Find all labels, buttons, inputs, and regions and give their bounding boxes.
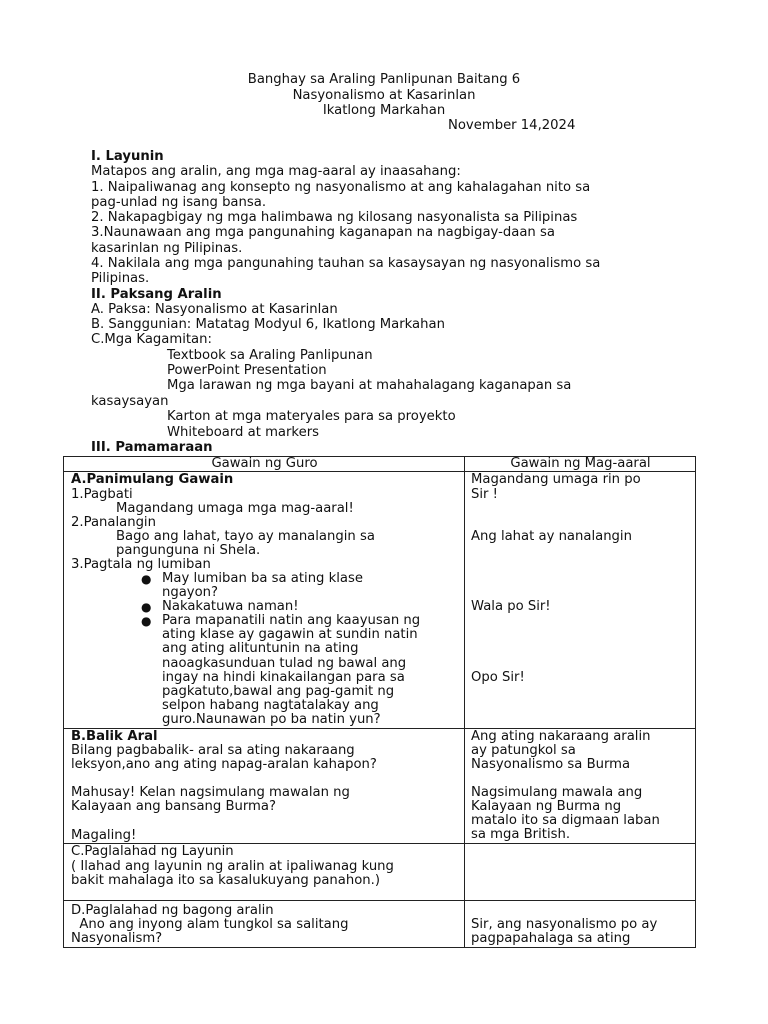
teacher-line: pagkatuto,bawal ang pag-gamit ng	[162, 684, 395, 699]
teacher-line: C.Paglalahad ng Layunin	[71, 844, 234, 859]
teacher-line: Bilang pagbabalik- aral sa ating nakaraang	[71, 743, 355, 758]
section-heading-layunin: I. Layunin	[91, 149, 164, 164]
teacher-line: 1.Pagbati	[71, 487, 133, 502]
student-line: Wala po Sir!	[471, 599, 551, 614]
teacher-line: Nakakatuwa naman!	[162, 599, 299, 614]
layunin-item: 4. Nakilala ang mga pangunahing tauhan sa kasaysayan ng nasyonalismo sa	[91, 256, 601, 271]
student-line: Nasyonalismo sa Burma	[471, 757, 631, 772]
student-line: Sir, ang nasyonalismo po ay	[471, 917, 658, 932]
student-line: matalo ito sa digmaan laban	[471, 813, 660, 828]
student-line: Sir !	[471, 487, 498, 502]
material-item: Karton at mga materyales para sa proyekto	[167, 409, 456, 424]
material-item: Textbook sa Araling Panlipunan	[167, 348, 373, 363]
teacher-line: 3.Pagtala ng lumiban	[71, 557, 211, 572]
teacher-line: D.Paglalahad ng bagong aralin	[71, 903, 274, 918]
teacher-cell-panimula	[64, 472, 465, 729]
row-heading-panimula: A.Panimulang Gawain	[71, 472, 234, 487]
student-line: Kalayaan ng Burma ng	[471, 799, 622, 814]
table-header-row	[64, 457, 696, 472]
teacher-line: Bago ang lahat, tayo ay manalangin sa	[116, 529, 375, 544]
section-heading-paksa: II. Paksang Aralin	[91, 287, 222, 302]
table-row	[64, 901, 696, 948]
teacher-line: Magaling!	[71, 828, 137, 843]
teacher-line: bakit mahalaga ito sa kasalukuyang panahon.)	[71, 873, 380, 888]
teacher-line: naoagkasunduan tulad ng bawal ang	[162, 656, 407, 671]
teacher-line: Kalayaan ang bansang Burma?	[71, 799, 276, 814]
teacher-line: ( Ilahad ang layunin ng aralin at ipaliwanag kung	[71, 859, 394, 874]
procedure-table	[63, 456, 696, 948]
teacher-line: Magandang umaga mga mag-aaral!	[116, 501, 354, 516]
row-heading-balik-aral: B.Balik Aral	[71, 729, 158, 744]
teacher-cell-balik-aral	[64, 729, 465, 844]
student-line: Ang ating nakaraang aralin	[471, 729, 651, 744]
table-row	[64, 472, 696, 729]
teacher-line: ngayon?	[162, 585, 219, 600]
teacher-line: pangunguna ni Shela.	[116, 543, 261, 558]
student-line: Opo Sir!	[471, 670, 525, 685]
layunin-item: 2. Nakapagbigay ng mga halimbawa ng kilosang nasyonalista sa Pilipinas	[91, 210, 578, 225]
document-date: November 14,2024	[448, 118, 576, 133]
teacher-cell-layunin	[64, 844, 465, 901]
paksa-reference: B. Sanggunian: Matatag Modyul 6, Ikatlong Markahan	[91, 317, 445, 332]
table-row	[64, 844, 696, 901]
student-cell-layunin	[465, 844, 696, 901]
teacher-line: Ano ang inyong alam tungkol sa salitang	[71, 917, 349, 932]
bullet-icon: ●	[141, 600, 152, 614]
student-line: Magandang umaga rin po	[471, 472, 641, 487]
teacher-line: Para mapanatili natin ang kaayusan ng	[162, 613, 421, 628]
bullet-icon: ●	[141, 614, 152, 628]
material-item: Whiteboard at markers	[167, 425, 319, 440]
teacher-line: guro.Naunawan po ba natin yun?	[162, 712, 381, 727]
layunin-item: 1. Naipaliwanag ang konsepto ng nasyonalismo at ang kahalagahan nito sa	[91, 180, 591, 195]
teacher-line: Mahusay! Kelan nagsimulang mawalan ng	[71, 785, 350, 800]
layunin-item: pag-unlad ng isang bansa.	[91, 195, 267, 210]
teacher-line: ating klase ay gagawin at sundin natin	[162, 627, 418, 642]
student-cell-bagong-aralin	[465, 901, 696, 948]
layunin-item: kasarinlan ng Pilipinas.	[91, 241, 243, 256]
layunin-item: 3.Naunawaan ang mga pangunahing kaganapan na nagbigay-daan sa	[91, 225, 555, 240]
teacher-line: Nasyonalism?	[71, 931, 163, 946]
teacher-line: ingay na hindi kinakailangan para sa	[162, 670, 405, 685]
student-line: pagpapahalaga sa ating	[471, 931, 631, 946]
column-header-teacher-label: Gawain ng Guro	[211, 456, 318, 471]
bullet-icon: ●	[141, 572, 152, 586]
material-item: PowerPoint Presentation	[167, 363, 327, 378]
student-line: Ang lahat ay nanalangin	[471, 529, 632, 544]
material-item: kasaysayan	[91, 394, 169, 409]
teacher-line: ang ating alituntunin na ating	[162, 641, 359, 656]
quarter-label: Ikatlong Markahan	[322, 103, 446, 118]
teacher-line: leksyon,ano ang ating napag-aralan kahapon?	[71, 757, 377, 772]
student-cell-panimula	[465, 472, 696, 729]
column-header-student-label: Gawain ng Mag-aaral	[510, 456, 651, 471]
section-heading-pamamaraan: III. Pamamaraan	[91, 440, 213, 455]
teacher-cell-bagong-aralin	[64, 901, 465, 948]
column-header-student	[465, 457, 696, 472]
student-line: ay patungkol sa	[471, 743, 576, 758]
document-title: Banghay sa Araling Panlipunan Baitang 6	[247, 72, 521, 87]
teacher-line: 2.Panalangin	[71, 515, 156, 530]
paksa-materials-label: C.Mga Kagamitan:	[91, 332, 212, 347]
material-item: Mga larawan ng mga bayani at mahahalagang kaganapan sa	[167, 378, 572, 393]
document-subtitle: Nasyonalismo at Kasarinlan	[292, 88, 476, 103]
teacher-line: selpon habang nagtatalakay ang	[162, 698, 379, 713]
layunin-intro: Matapos ang aralin, ang mga mag-aaral ay inaasahang:	[91, 164, 461, 179]
student-cell-balik-aral	[465, 729, 696, 844]
table-row	[64, 729, 696, 844]
student-line: Nagsimulang mawala ang	[471, 785, 643, 800]
column-header-teacher	[64, 457, 465, 472]
layunin-item: Pilipinas.	[91, 271, 150, 286]
student-line: sa mga British.	[471, 827, 571, 842]
teacher-line: May lumiban ba sa ating klase	[162, 571, 363, 586]
paksa-topic: A. Paksa: Nasyonalismo at Kasarinlan	[91, 302, 338, 317]
